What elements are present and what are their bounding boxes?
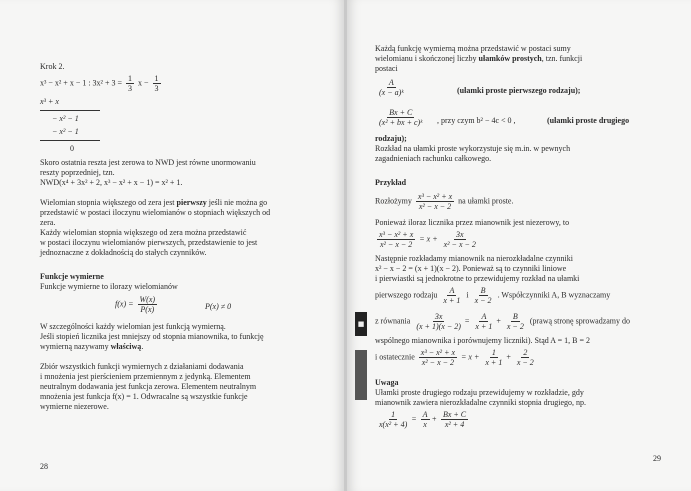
chapter-tab: ■	[355, 312, 367, 336]
example-line-10: i ostatecznie $\frac{\text{x³ − x² + x}}{\text{x² − x − 2}}$ = x + $\frac{1}{x + 1}$ + $\frac{2}{x - 2}$	[375, 348, 534, 367]
left-page	[0, 0, 344, 491]
right-page	[347, 0, 691, 491]
division-remainder: 0	[70, 144, 74, 153]
example-line-7: pierwszego rodzaju $\frac{A}{x + 1}$ i $\frac{B}{x - 2}$ . Współczynniki A, B wyznaczamy	[375, 286, 611, 305]
rational-formula: f(x) = $\frac{W(x)}{P(x)}$	[115, 295, 156, 314]
example-equation-1: $\frac{\text{x³ − x² + x}}{\text{x² − x − 2}}$ = x + $\frac{3x}{\text{x² − x − 2}}$	[379, 230, 476, 249]
condition-second-kind: , przy czym b² − 4c < 0 ,	[437, 116, 516, 125]
formula-second-kind: $\frac{Bx + C}{\text{(x² + bx + c)ᵏ}}$	[379, 108, 423, 127]
division-row-2: − x² − 1	[52, 114, 79, 123]
rational-heading: Funkcje wymierne	[40, 272, 104, 281]
page-number-right: 29	[653, 454, 661, 463]
division-rule	[40, 140, 100, 141]
label-second-kind-cont: rodzaju);	[375, 134, 407, 143]
example-intro: Rozłożymy $\frac{\text{x³ − x² + x}}{\text{x² − x − 2}}$ na ułamki proste.	[375, 192, 514, 211]
example-line-8: z równania $\frac{3x}{(x + 1)(x - 2)}$ = $\frac{A}{x + 1}$ + $\frac{B}{x - 2}$ (prawą stronę sprowadzamy do	[375, 312, 631, 331]
label-first-kind: (ułamki proste pierwszego rodzaju);	[457, 86, 581, 95]
example-factorization: Następnie rozkładamy mianownik na nierozkładalne czynniki x² − x − 2 = (x + 1)(x − 2). Ponieważ są to czynniki liniowe i pierwiastki są jednokrotne to przewidujemy rozkład na ułamki	[375, 254, 580, 283]
page-number-left: 28	[40, 462, 48, 471]
rational-intro: Funkcje wymierne to ilorazy wielomianów	[40, 282, 178, 291]
note-body: Ułamki proste drugiego rodzaju przewidujemy w rozkładzie, gdy mianownik zawiera nierozkładalne czynniki stopnia drugiego, np.	[375, 388, 587, 407]
example-line-2: Ponieważ iloraz licznika przez mianownik jest niezerowy, to	[375, 218, 570, 227]
paragraph-ring: Zbiór wszystkich funkcji wymiernych z działaniami dodawania i mnożenia jest pierścieniem przemiennym z jedynką. Elementem neutralnym dodawania jest funkcja zerowa. Elementem neutralnym mnożenia jest funkcja f(x) = 1. Odwracalne są wszystkie funkcje wymierne niezerowe.	[40, 362, 257, 411]
step-equation: x³ − x² + x − 1 : 3x² + 3 = $\frac{1}{3}$ x − $\frac{1}{3}$	[40, 74, 159, 93]
page-edge-marker	[355, 350, 367, 400]
paragraph-prime: Wielomian stopnia większego od zera jest pierwszy jeśli nie można go przedstawić w postaci iloczynu wielomianów o stopniach większych od zera. Każdy wielomian stopnia większego od zera można przedstawić w postaci iloczynu wielomianów pierwszych, przedstawienie to jest jednoznaczne z dokładnością do stałych czynników.	[40, 198, 271, 257]
division-rule	[40, 110, 100, 111]
label-second-kind: (ułamki proste drugiego	[547, 116, 630, 125]
note-heading: Uwaga	[375, 378, 399, 387]
paragraph-integration: Rozkład na ułamki proste wykorzystuje się m.in. w pewnych zagadnieniach rachunku całkowego.	[375, 144, 571, 163]
paragraph-nwd: Skoro ostatnia reszta jest zerowa to NWD jest równe unormowaniu reszty poprzedniej, tzn. NWD(x⁴ + 3x² + 2, x³ − x² + x − 1) = x² + 1.	[40, 158, 256, 187]
rational-condition: P(x) ≠ 0	[205, 302, 232, 311]
paragraph-proper: W szczególności każdy wielomian jest funkcją wymierną. Jeśli stopień licznika jest mniejszy od stopnia mianownika, to funkcję wymierną nazywamy właściwą.	[40, 322, 264, 351]
example-line-9: wspólnego mianownika i porównujemy liczniki). Stąd A = 1, B = 2	[375, 336, 591, 345]
division-row-3: − x² − 1	[52, 127, 79, 136]
note-example: $\frac{1}{\text{x(x² + 4)}}$ = $\frac{A}{x}$ + $\frac{Bx + C}{\text{x² + 4}}$	[379, 410, 467, 429]
example-heading: Przykład	[375, 178, 407, 187]
paragraph-simple-fractions: Każdą funkcję wymierną można przedstawić w postaci sumy wielomianu i skończonej liczby ułamków prostych, tzn. funkcji postaci	[375, 44, 583, 73]
division-row-1: x³ + x	[40, 97, 59, 106]
step-heading: Krok 2.	[40, 62, 65, 71]
formula-first-kind: $\frac{A}{\text{(x − a)ᵏ}}$	[379, 78, 404, 97]
